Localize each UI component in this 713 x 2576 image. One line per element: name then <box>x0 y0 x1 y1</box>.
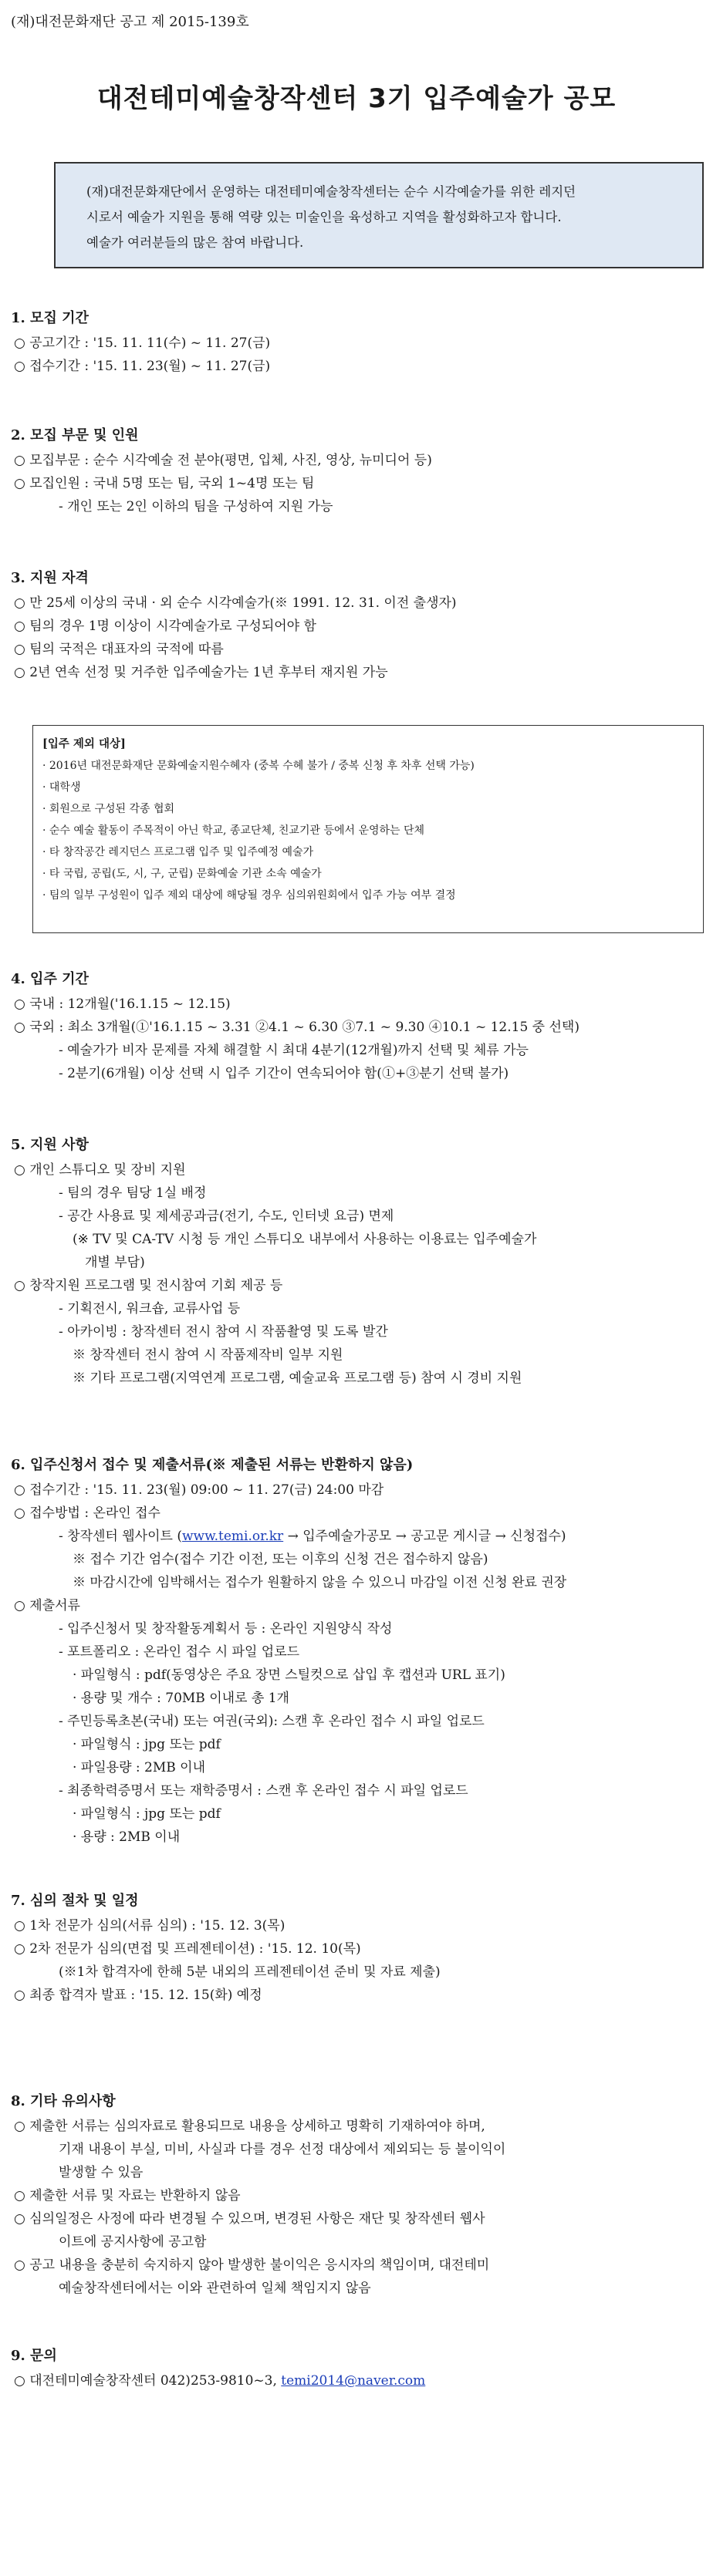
section-line: ○ 제출한 서류는 심의자료로 활용되므로 내용을 상세하고 명확히 기재하여야 하며, <box>14 2119 485 2134</box>
section-title: 9. 문의 <box>11 2348 57 2364</box>
section-recruit-period <box>11 307 705 378</box>
exclusion-item: · 대학생 <box>42 781 81 794</box>
intro-line: (재)대전문화재단에서 운영하는 대전테미예술창작센터는 순수 시각예술가를 위한 레지던 <box>86 184 576 199</box>
exclusion-item: · 팀의 일부 구성원이 입주 제외 대상에 해당될 경우 심의위원회에서 입주 가능 여부 결정 <box>42 889 456 902</box>
section-line: ○ 최종 합격자 발표 : '15. 12. 15(화) 예정 <box>14 1988 262 2003</box>
section-title: 6. 입주신청서 접수 및 제출서류(※ 제출된 서류는 반환하지 않음) <box>11 1457 414 1473</box>
section-line: (※1차 합격자에 한해 5분 내외의 프레젠테이션 준비 및 자료 제출) <box>59 1964 441 1980</box>
contact-email-link[interactable]: temi2014@naver.com <box>281 2373 426 2389</box>
section-line: ○ 2년 연속 선정 및 거주한 입주예술가는 1년 후부터 재지원 가능 <box>14 665 388 680</box>
exclusion-item: · 2016년 대전문화재단 문화예술지원수혜자 (중복 수혜 불가 / 중복 신청 후 차후 선택 가능) <box>42 760 475 772</box>
section-line: - 입주신청서 및 창작활동계획서 등 : 온라인 지원양식 작성 <box>59 1621 393 1637</box>
section-line: ○ 창작지원 프로그램 및 전시참여 기회 제공 등 <box>14 1278 283 1293</box>
section-line: 이트에 공지사항에 공고함 <box>59 2234 207 2250</box>
section-line: - 기획전시, 워크숍, 교류사업 등 <box>59 1301 241 1317</box>
section-eligibility <box>11 567 705 684</box>
notice-number: (재)대전문화재단 공고 제 2015-139호 <box>11 14 249 30</box>
intro-line: 예술가 여러분들의 많은 참여 바랍니다. <box>86 235 304 250</box>
section-line: - 예술가가 비자 문제를 자체 해결할 시 최대 4분기(12개월)까지 선택 및 체류 가능 <box>59 1043 529 1058</box>
section-line: ※ 창작센터 전시 참여 시 작품제작비 일부 지원 <box>73 1347 343 1363</box>
website-prefix: - 창작센터 웹사이트 ( <box>59 1529 182 1544</box>
section-line: ○ 모집부문 : 순수 시각예술 전 분야(평면, 입체, 사진, 영상, 뉴미디어 등) <box>14 453 432 468</box>
website-link[interactable]: www.temi.or.kr <box>181 1529 284 1544</box>
exclusion-item: · 순수 예술 활동이 주목적이 아닌 학교, 종교단체, 친교기관 등에서 운영하는 단체 <box>42 824 425 837</box>
contact-prefix: ○ 대전테미예술창작센터 042)253-9810~3, <box>14 2373 282 2389</box>
section-line: ○ 개인 스튜디오 및 장비 지원 <box>14 1162 186 1178</box>
section-notes <box>11 2090 705 2300</box>
section-line: ○ 제출한 서류 및 자료는 반환하지 않음 <box>14 2188 241 2203</box>
section-line: ※ 접수 기간 엄수(접수 기간 이전, 또는 이후의 신청 건은 접수하지 않음) <box>73 1552 488 1567</box>
section-application <box>11 1454 705 1849</box>
section-line: ○ 만 25세 이상의 국내 · 외 순수 시각예술가(※ 1991. 12. 31. 이전 출생자) <box>14 595 457 611</box>
section-line: ○ 접수기간 : '15. 11. 23(월) ~ 11. 27(금) <box>14 359 271 374</box>
section-title: 2. 모집 부문 및 인원 <box>11 427 139 443</box>
section-line: - 포트폴리오 : 온라인 접수 시 파일 업로드 <box>59 1644 300 1660</box>
section-line: ○ 1차 전문가 심의(서류 심의) : '15. 12. 3(목) <box>14 1918 286 1934</box>
contact-line <box>11 2369 705 2392</box>
intro-box <box>54 162 704 268</box>
section-line: - 아카이빙 : 창작센터 전시 참여 시 작품촬영 및 도록 발간 <box>59 1324 388 1340</box>
section-line: ○ 모집인원 : 국내 5명 또는 팀, 국외 1~4명 또는 팀 <box>14 476 315 491</box>
section-line: 발생할 수 있음 <box>59 2165 144 2180</box>
exclusion-item: · 타 국립, 공립(도, 시, 구, 군립) 문화예술 기관 소속 예술가 <box>42 868 322 880</box>
section-line: · 파일형식 : pdf(동영상은 주요 장면 스틸컷으로 삽입 후 캡션과 URL 표기) <box>73 1667 505 1683</box>
section-line: - 팀의 경우 팀당 1실 배정 <box>59 1185 207 1201</box>
section-line: - 2분기(6개월) 이상 선택 시 입주 기간이 연속되어야 함(①+③분기 선택 불가) <box>59 1066 509 1081</box>
section-line: - 공간 사용료 및 제세공과금(전기, 수도, 인터넷 요금) 면제 <box>59 1209 394 1224</box>
section-line: ○ 접수기간 : '15. 11. 23(월) 09:00 ~ 11. 27(금) 24:00 마감 <box>14 1482 384 1498</box>
section-line: · 파일형식 : jpg 또는 pdf <box>73 1737 221 1752</box>
section-line: ○ 공고기간 : '15. 11. 11(수) ~ 11. 27(금) <box>14 335 271 351</box>
page-title: 대전테미예술창작센터 3기 입주예술가 공모 <box>96 83 617 114</box>
section-line: - 최종학력증명서 또는 재학증명서 : 스캔 후 온라인 접수 시 파일 업로드 <box>59 1783 468 1799</box>
section-line: ○ 접수방법 : 온라인 접수 <box>14 1505 161 1521</box>
section-line: - 개인 또는 2인 이하의 팀을 구성하여 지원 가능 <box>59 499 333 514</box>
section-line: 개별 부담) <box>85 1255 145 1270</box>
section-line: · 파일용량 : 2MB 이내 <box>73 1760 205 1775</box>
section-line: - 주민등록초본(국내) 또는 여권(국외): 스캔 후 온라인 접수 시 파일 업로드 <box>59 1714 485 1729</box>
section-recruit-field <box>11 424 705 518</box>
section-title: 5. 지원 사항 <box>11 1137 89 1153</box>
section-line: ○ 팀의 국적은 대표자의 국적에 따름 <box>14 642 224 657</box>
section-support <box>11 1134 705 1390</box>
section-title: 3. 지원 자격 <box>11 570 89 586</box>
section-line: ○ 공고 내용을 충분히 숙지하지 않아 발생한 불이익은 응시자의 책임이며, 대전테미 <box>14 2257 490 2273</box>
section-title: 7. 심의 절차 및 일정 <box>11 1893 139 1909</box>
section-line: ○ 제출서류 <box>14 1598 80 1613</box>
section-line: · 파일형식 : jpg 또는 pdf <box>73 1806 221 1822</box>
exclusion-box <box>32 725 704 933</box>
section-review-schedule <box>11 1890 705 2007</box>
section-line: · 용량 및 개수 : 70MB 이내로 총 1개 <box>73 1691 289 1706</box>
exclusion-title: [입주 제외 대상] <box>42 737 126 750</box>
section-line: ○ 국내 : 12개월('16.1.15 ~ 12.15) <box>14 996 231 1012</box>
section-line: ※ 기타 프로그램(지역연계 프로그램, 예술교육 프로그램 등) 참여 시 경비 지원 <box>73 1371 522 1386</box>
website-suffix: → 입주예술가공모 → 공고문 게시글 → 신청접수) <box>283 1529 566 1544</box>
section-line: (※ TV 및 CA-TV 시청 등 개인 스튜디오 내부에서 사용하는 이용료는 입주예술가 <box>73 1232 537 1247</box>
section-line: 기재 내용이 부실, 미비, 사실과 다를 경우 선정 대상에서 제외되는 등 불이익이 <box>59 2142 506 2157</box>
section-title: 1. 모집 기간 <box>11 310 89 326</box>
section-line: ※ 마감시간에 임박해서는 접수가 원활하지 않을 수 있으니 마감일 이전 신청 완료 권장 <box>73 1575 567 1590</box>
section-title: 8. 기타 유의사항 <box>11 2093 116 2109</box>
section-contact <box>11 2345 705 2392</box>
section-residency-period <box>11 968 705 1085</box>
section-line: · 용량 : 2MB 이내 <box>73 1829 181 1845</box>
section-title: 4. 입주 기간 <box>11 971 89 987</box>
intro-line: 시로서 예술가 지원을 통해 역량 있는 미술인을 육성하고 지역을 활성화하고자 합니다. <box>86 210 562 224</box>
website-line <box>11 1525 705 1548</box>
section-line: ○ 팀의 경우 1명 이상이 시각예술가로 구성되어야 함 <box>14 619 316 634</box>
section-line: ○ 심의일정은 사정에 따라 변경될 수 있으며, 변경된 사항은 재단 및 창작센터 웹사 <box>14 2211 485 2227</box>
exclusion-item: · 타 창작공간 레지던스 프로그램 입주 및 입주예정 예술가 <box>42 846 314 858</box>
section-line: ○ 국외 : 최소 3개월(①'16.1.15 ~ 3.31 ②4.1 ~ 6.30 ③7.1 ~ 9.30 ④10.1 ~ 12.15 중 선택) <box>14 1020 580 1035</box>
exclusion-item: · 회원으로 구성된 각종 협회 <box>42 803 175 815</box>
section-line: 예술창작센터에서는 이와 관련하여 일체 책임지지 않음 <box>59 2281 371 2296</box>
section-line: ○ 2차 전문가 심의(면접 및 프레젠테이션) : '15. 12. 10(목) <box>14 1941 361 1957</box>
